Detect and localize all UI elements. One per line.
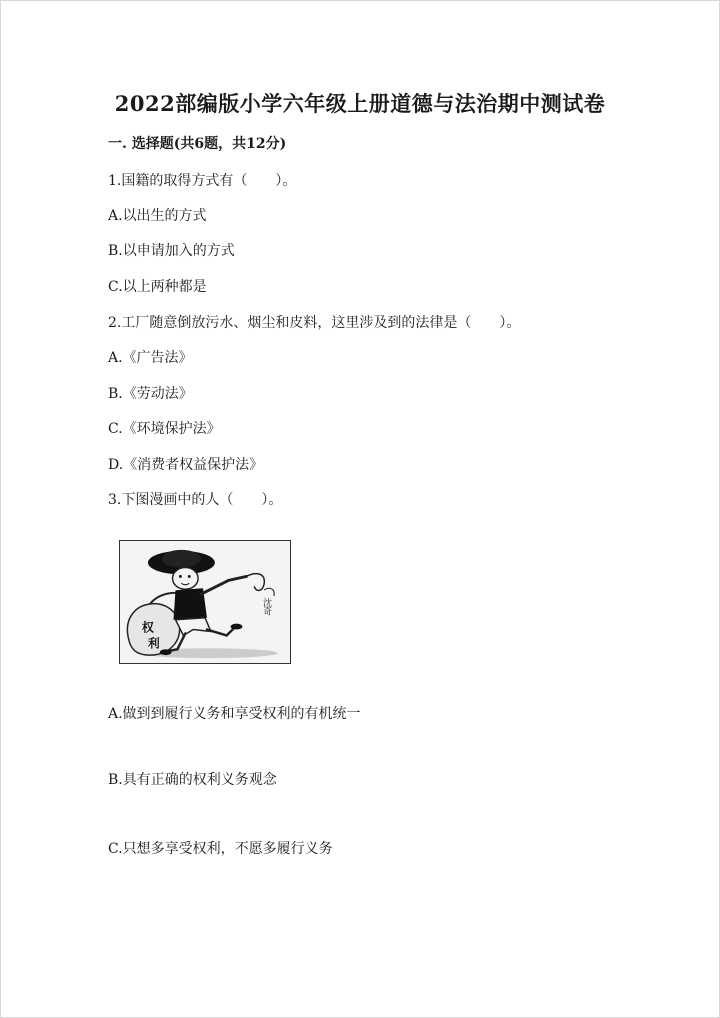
- question-1-option-b[interactable]: B.以申请加入的方式: [108, 243, 235, 259]
- question-3-option-a[interactable]: A.做到到履行义务和享受权利的有机统一: [108, 706, 361, 722]
- question-1-stem: 1.国籍的取得方式有（ ）。: [108, 173, 297, 189]
- question-1-option-a[interactable]: A.以出生的方式: [108, 208, 207, 224]
- cartoon-bag-label-1: 权: [142, 620, 154, 635]
- question-1-option-c[interactable]: C.以上两种都是: [108, 279, 207, 295]
- question-2-option-d[interactable]: D.《消费者权益保护法》: [108, 457, 264, 473]
- question-2-option-c[interactable]: C.《环境保护法》: [108, 421, 221, 437]
- cartoon-signature: 沈奇: [261, 598, 271, 616]
- question-2-stem: 2.工厂随意倒放污水、烟尘和皮料，这里涉及到的法律是（ ）。: [108, 315, 521, 331]
- question-3-option-c[interactable]: C.只想多享受权利，不愿多履行义务: [108, 841, 333, 857]
- page-title: 2022部编版小学六年级上册道德与法治期中测试卷: [114, 91, 606, 116]
- cartoon-bag-label-2: 利: [147, 636, 160, 651]
- question-3-stem: 3.下图漫画中的人（ ）。: [108, 492, 283, 508]
- question-2-option-b[interactable]: B.《劳动法》: [108, 386, 193, 402]
- section-heading: 一. 选择题(共6题，共12分): [108, 136, 287, 152]
- question-3-option-b[interactable]: B.具有正确的权利义务观念: [108, 772, 277, 788]
- cartoon-image: [119, 540, 291, 664]
- question-2-option-a[interactable]: A.《广告法》: [108, 350, 193, 366]
